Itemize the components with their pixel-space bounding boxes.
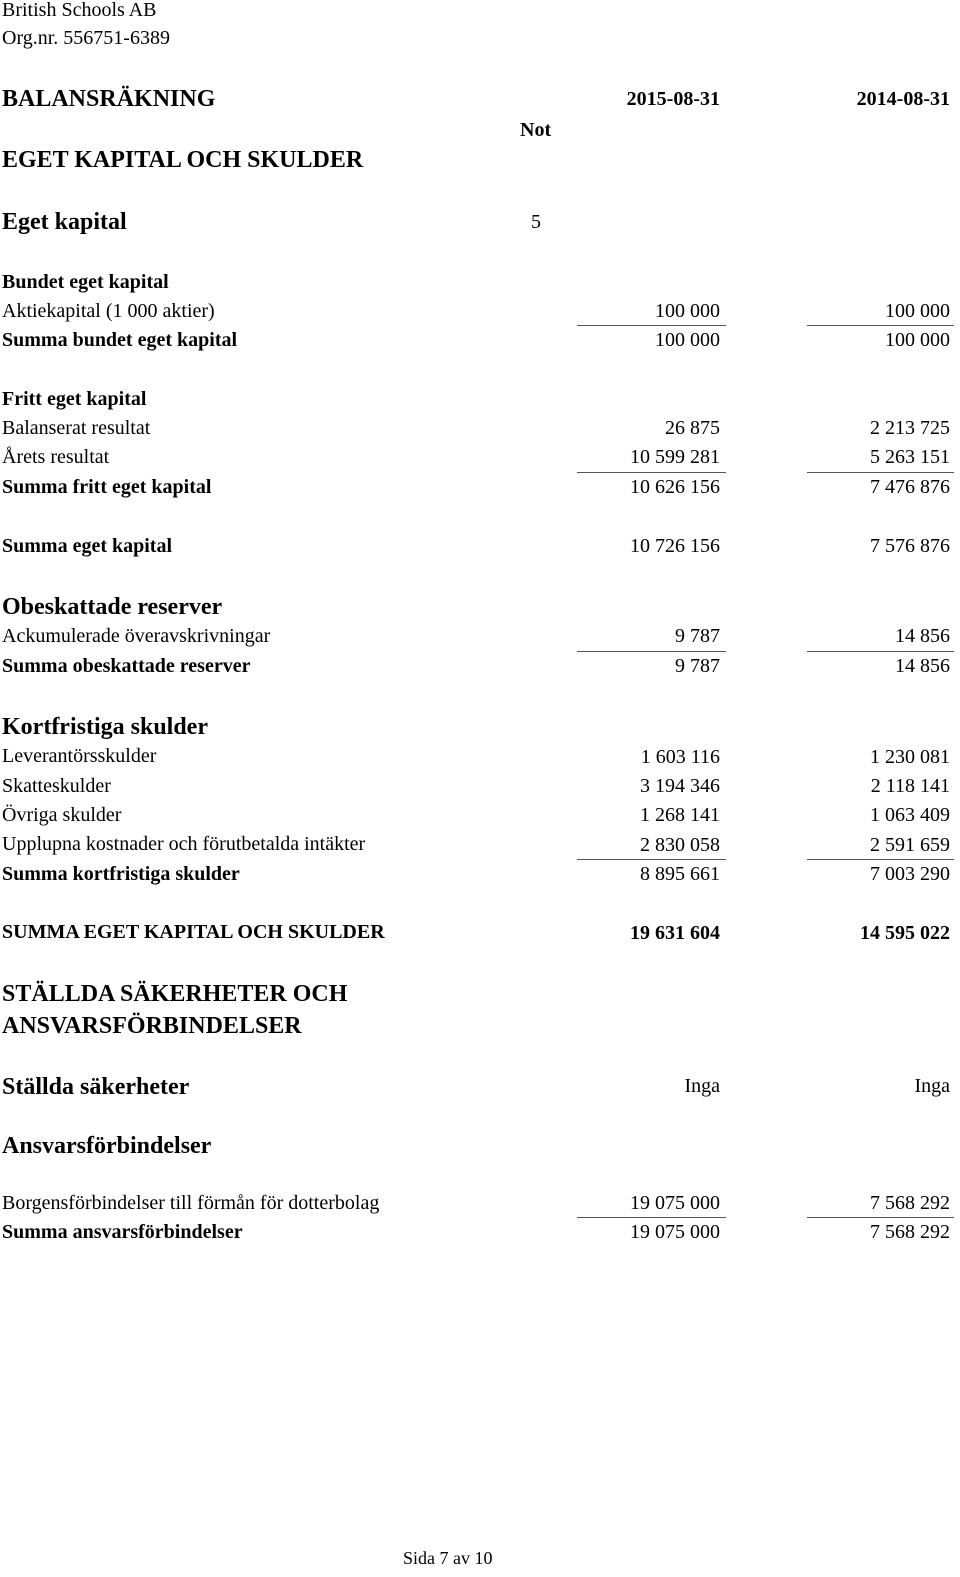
eget-kapital-heading: Eget kapital [2, 209, 127, 235]
summa-eget-kapital-previous: 7 576 876 [870, 535, 950, 557]
sum-underline [807, 859, 954, 860]
sum-underline [577, 859, 726, 860]
row-value-current: 1 603 116 [640, 746, 720, 768]
row-value-previous: 100 000 [885, 300, 950, 322]
stallda-sakerheter-previous: Inga [914, 1075, 950, 1097]
row-label: Årets resultat [2, 446, 110, 468]
row-value-previous: 2 118 141 [870, 775, 950, 797]
page-title: BALANSRÄKNING [2, 86, 216, 112]
eget-kapital-note: 5 [531, 211, 541, 233]
row-value-previous: 7 568 292 [870, 1192, 950, 1214]
row-label: Aktiekapital (1 000 aktier) [2, 300, 215, 322]
sum-underline [807, 651, 954, 652]
row-value-current: 26 875 [665, 417, 720, 439]
company-name: British Schools AB [2, 0, 157, 21]
sum-value-current: 100 000 [655, 329, 720, 351]
sum-value-previous: 7 476 876 [870, 476, 950, 498]
column-note: Not [520, 119, 552, 141]
sum-label: Summa fritt eget kapital [2, 476, 212, 498]
row-value-previous: 2 591 659 [870, 834, 950, 856]
row-label: Borgensförbindelser till förmån för dotterbolag [2, 1192, 380, 1214]
sum-underline [807, 325, 954, 326]
sum-value-current: 8 895 661 [640, 863, 720, 885]
bundet-heading: Bundet eget kapital [2, 271, 169, 293]
row-label: Leverantörsskulder [2, 745, 157, 767]
org-number: Org.nr. 556751-6389 [2, 27, 170, 49]
total-label: SUMMA EGET KAPITAL OCH SKULDER [2, 921, 385, 943]
page-number: Sida 7 av 10 [403, 1548, 493, 1568]
row-value-current: 19 075 000 [630, 1192, 720, 1214]
row-value-previous: 1 230 081 [870, 746, 950, 768]
row-label: Balanserat resultat [2, 417, 151, 439]
total-value-previous: 14 595 022 [860, 922, 950, 944]
column-year-current: 2015-08-31 [626, 88, 720, 110]
row-value-current: 1 268 141 [640, 804, 720, 826]
sum-value-previous: 7 003 290 [870, 863, 950, 885]
sum-value-previous: 14 856 [895, 655, 950, 677]
row-value-current: 100 000 [655, 300, 720, 322]
row-label: Ackumulerade överavskrivningar [2, 625, 271, 647]
sum-label: Summa obeskattade reserver [2, 655, 251, 677]
row-label: Övriga skulder [2, 804, 122, 826]
row-value-previous: 14 856 [895, 625, 950, 647]
sum-value-previous: 7 568 292 [870, 1221, 950, 1243]
row-label: Skatteskulder [2, 775, 111, 797]
section-heading-main: EGET KAPITAL OCH SKULDER [2, 147, 364, 173]
fritt-heading: Fritt eget kapital [2, 388, 147, 410]
sum-underline [577, 1217, 726, 1218]
row-value-previous: 5 263 151 [870, 446, 950, 468]
obeskattade-heading: Obeskattade reserver [2, 594, 223, 620]
row-value-previous: 1 063 409 [870, 804, 950, 826]
sum-label: Summa ansvarsförbindelser [2, 1221, 243, 1243]
sum-underline [577, 325, 726, 326]
total-value-current: 19 631 604 [630, 922, 720, 944]
sum-value-current: 9 787 [675, 655, 720, 677]
stallda-heading-line1: STÄLLDA SÄKERHETER OCH [2, 981, 348, 1007]
row-value-current: 10 599 281 [630, 446, 720, 468]
summa-eget-kapital-label: Summa eget kapital [2, 535, 172, 557]
sum-label: Summa bundet eget kapital [2, 329, 238, 351]
ansvar-heading: Ansvarsförbindelser [2, 1133, 212, 1159]
sum-value-current: 10 626 156 [630, 476, 720, 498]
kortfristiga-heading: Kortfristiga skulder [2, 714, 208, 740]
summa-eget-kapital-current: 10 726 156 [630, 535, 720, 557]
row-value-previous: 2 213 725 [870, 417, 950, 439]
sum-value-previous: 100 000 [885, 329, 950, 351]
row-value-current: 3 194 346 [640, 775, 720, 797]
stallda-sakerheter-current: Inga [684, 1075, 720, 1097]
sum-label: Summa kortfristiga skulder [2, 863, 240, 885]
sum-underline [807, 1217, 954, 1218]
sum-underline [577, 651, 726, 652]
row-label: Upplupna kostnader och förutbetalda intäkter [2, 833, 366, 855]
sum-value-current: 19 075 000 [630, 1221, 720, 1243]
sum-underline [807, 472, 954, 473]
row-value-current: 2 830 058 [640, 834, 720, 856]
stallda-sakerheter-label: Ställda säkerheter [2, 1074, 190, 1100]
column-year-previous: 2014-08-31 [856, 88, 950, 110]
row-value-current: 9 787 [675, 625, 720, 647]
sum-underline [577, 472, 726, 473]
stallda-heading-line2: ANSVARSFÖRBINDELSER [2, 1013, 302, 1039]
